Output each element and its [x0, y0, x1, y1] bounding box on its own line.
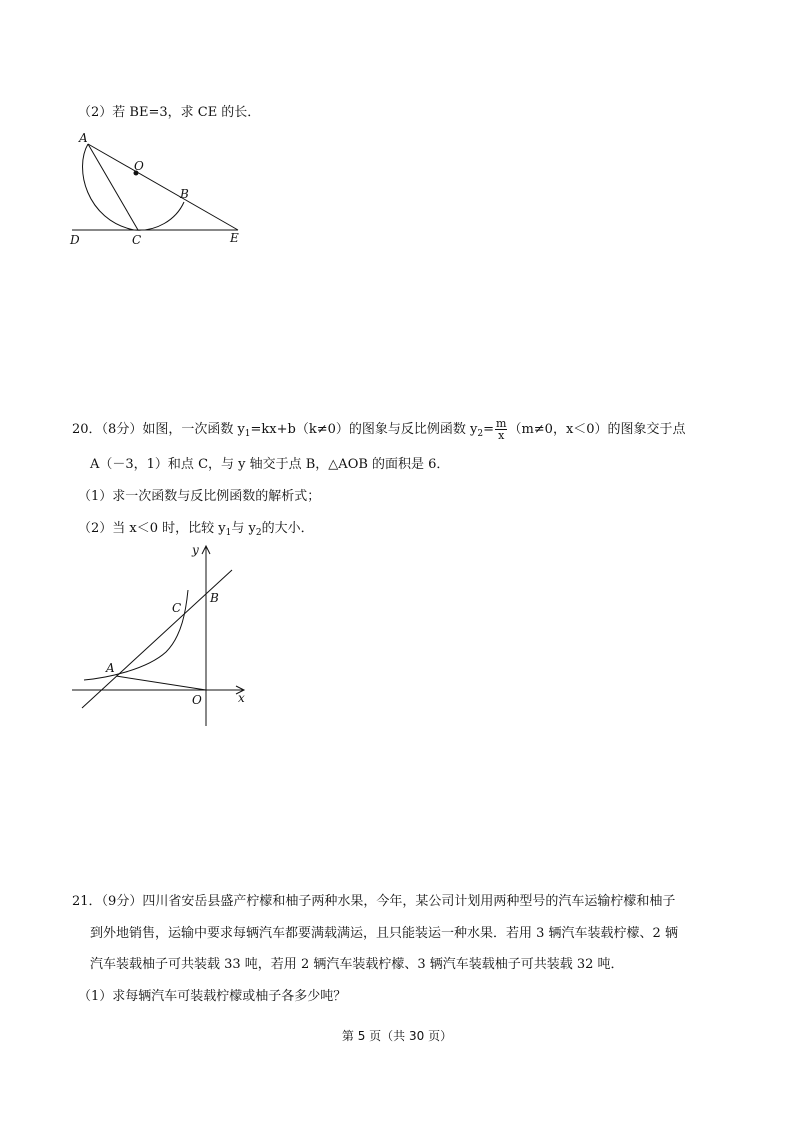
- q20-prefix: 20．（8分）如图，一次函数 y: [72, 422, 245, 437]
- q20-eq: =: [483, 422, 495, 437]
- q20-mid1: =kx+b（k≠0）的图象与反比例函数 y: [250, 422, 478, 437]
- q20-part2-sub1: 1: [225, 528, 232, 538]
- q21-line2: 到外地销售，运输中要求每辆汽车都要满载满运，且只能装运一种水果．若用 3 辆汽车装载柠檬、2 辆: [90, 926, 678, 941]
- label-y: y: [192, 543, 199, 557]
- label-e: E: [230, 231, 239, 245]
- q19-figure: [66, 130, 250, 250]
- q20-figure: [66, 540, 256, 730]
- q20-part2: [78, 520, 314, 542]
- q21-line1: 21．（9分）四川省安岳县盛产柠檬和柚子两种水果，今年，某公司计划用两种型号的汽车运输柠檬和柚子: [72, 894, 676, 909]
- label-b: B: [210, 591, 219, 605]
- label-o: O: [134, 159, 144, 173]
- line-ao: [116, 676, 206, 690]
- q20-line2: A（－3，1）和点 C，与 y 轴交于点 B，△AOB 的面积是 6．: [90, 457, 450, 472]
- label-c: C: [172, 601, 182, 615]
- label-a: A: [79, 131, 88, 145]
- label-o: O: [192, 693, 202, 707]
- label-x: x: [238, 691, 245, 705]
- q19-part2-text: （2）若 BE=3，求 CE 的长．: [78, 105, 261, 120]
- label-c: C: [132, 233, 142, 247]
- q20-sub2: 2: [477, 429, 484, 439]
- q20-part1: （1）求一次函数与反比例函数的解析式；: [78, 489, 321, 504]
- line-ac: [88, 144, 138, 230]
- page-footer: 第 5 页（共 30 页）: [341, 1029, 453, 1043]
- q20-suffix: （m≠0，x＜0）的图象交于点: [508, 422, 686, 437]
- q20-frac-num: m: [496, 417, 507, 430]
- q20-frac-den: x: [498, 429, 505, 442]
- q21-part1: （1）求每辆汽车可装载柠檬或柚子各多少吨？: [78, 989, 347, 1004]
- q20-part2-sub2: 2: [255, 528, 262, 538]
- label-a: A: [106, 661, 115, 675]
- q21-line3: 汽车装载柚子可共装载 33 吨，若用 2 辆汽车装载柠檬、3 辆汽车装载柚子可共装载 32 吨．: [90, 957, 624, 972]
- label-b: B: [180, 187, 189, 201]
- q20-fraction: [495, 418, 507, 441]
- label-d: D: [70, 233, 80, 247]
- q20-part2-mid: 与 y: [231, 521, 256, 536]
- semicircle-arc: [83, 144, 184, 230]
- line-ae: [88, 144, 238, 230]
- q20-sub1: 1: [244, 429, 251, 439]
- q20-part2-pre: （2）当 x＜0 时，比较 y: [78, 521, 226, 536]
- q20-line1: [72, 418, 686, 443]
- q20-part2-end: 的大小．: [261, 521, 314, 536]
